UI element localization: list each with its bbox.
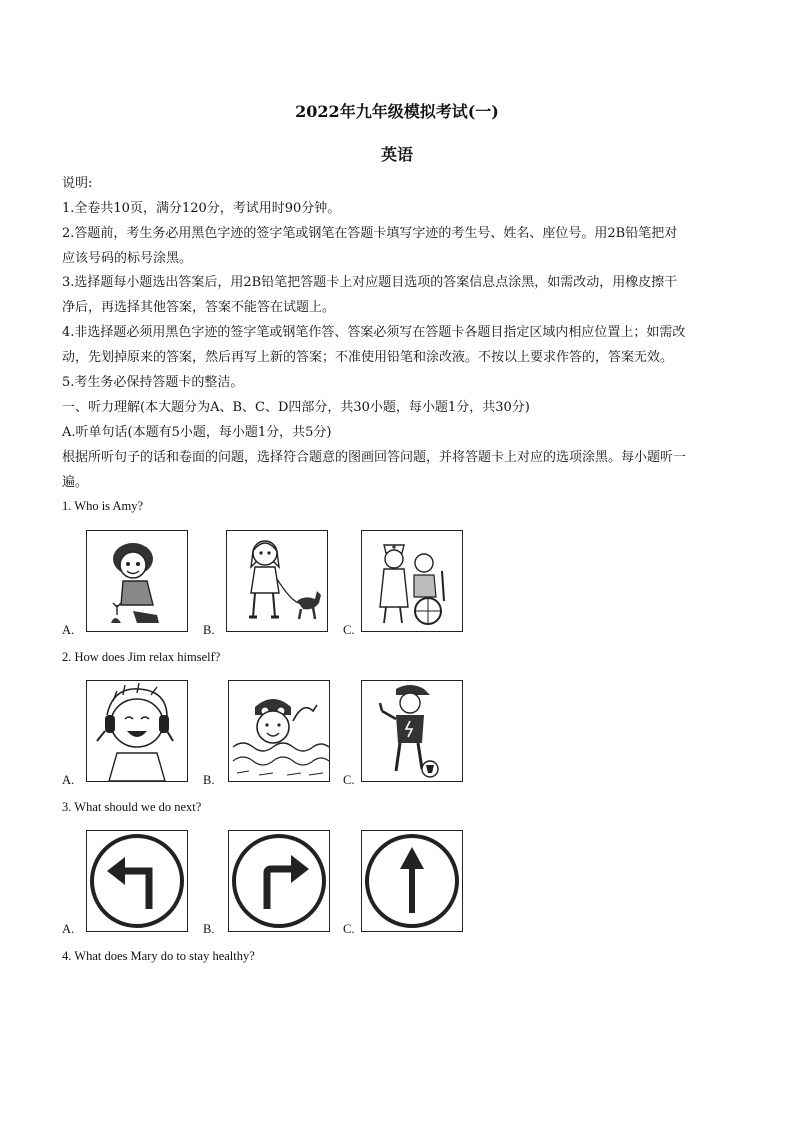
q2-option-c-image[interactable] <box>361 680 463 782</box>
q3-option-a-label[interactable]: A. <box>62 922 75 936</box>
q1-option-c-label[interactable]: C. <box>343 623 355 637</box>
instruction-3: 3.选择题每小题选出答案后，用2B铅笔把答题卡上对应题目选项的答案信息点涂黑，如需改动，用橡皮擦干 <box>62 275 678 290</box>
instruction-1: 1.全卷共10页，满分120分，考试用时90分钟。 <box>62 201 341 216</box>
question-4: 4. What does Mary do to stay healthy? <box>62 949 255 963</box>
instruction-5: 5.考生务必保持答题卡的整洁。 <box>62 375 244 390</box>
q3-option-c-label[interactable]: C. <box>343 922 355 936</box>
turn-right-sign-icon <box>229 831 329 931</box>
part-a-description-cont: 遍。 <box>62 475 89 490</box>
q1-option-a-image[interactable] <box>86 530 188 632</box>
question-2: 2. How does Jim relax himself? <box>62 650 221 664</box>
instruction-2-cont: 应该号码的标号涂黑。 <box>62 251 193 266</box>
q1-option-b-image[interactable] <box>226 530 328 632</box>
boy-swimming-illustration <box>229 681 329 781</box>
q2-option-b-label[interactable]: B. <box>203 773 215 787</box>
boy-playing-football-illustration <box>362 681 462 781</box>
instruction-4: 4.非选择题必须用黑色字迹的签字笔或钢笔作答、答案必须写在答题卡各题目指定区域内相应位置上；如需改 <box>62 325 686 340</box>
q1-option-b-label[interactable]: B. <box>203 623 215 637</box>
q2-option-a-label[interactable]: A. <box>62 773 75 787</box>
part-a-title: A.听单句话(本题有5小题，每小题1分，共5分) <box>62 425 332 440</box>
q3-option-b-label[interactable]: B. <box>203 922 215 936</box>
q1-option-c-image[interactable] <box>361 530 463 632</box>
q2-option-c-label[interactable]: C. <box>343 773 355 787</box>
q3-option-b-image[interactable] <box>228 830 330 932</box>
nurse-with-wheelchair-illustration <box>362 531 462 631</box>
q2-option-b-image[interactable] <box>228 680 330 782</box>
q2-option-a-image[interactable] <box>86 680 188 782</box>
q3-option-a-image[interactable] <box>86 830 188 932</box>
exam-title: 2022年九年级模拟考试(一) <box>295 102 499 121</box>
go-straight-sign-icon <box>362 831 462 931</box>
part-a-description: 根据所听句子的话和卷面的问题，选择符合题意的图画回答问题，并将答题卡上对应的选项涂黑。每小题听一 <box>62 450 687 465</box>
boy-listening-music-illustration <box>87 681 187 781</box>
q3-option-c-image[interactable] <box>361 830 463 932</box>
instructions-heading: 说明: <box>62 176 93 191</box>
instruction-2: 2.答题前，考生务必用黑色字迹的签字笔或钢笔在答题卡填写字迹的考生号、姓名、座位号。用2B铅笔把对 <box>62 226 678 241</box>
section-title: 一、听力理解(本大题分为A、B、C、D四部分，共30小题，每小题1分，共30分) <box>62 400 530 415</box>
q1-option-a-label[interactable]: A. <box>62 623 75 637</box>
exam-subject: 英语 <box>380 145 413 164</box>
question-1: 1. Who is Amy? <box>62 499 144 513</box>
girl-planting-illustration <box>87 531 187 631</box>
instruction-4-cont: 动，先划掉原来的答案，然后再写上新的答案；不准使用铅笔和涂改液。不按以上要求作答的，答案无效。 <box>62 350 674 365</box>
turn-left-sign-icon <box>87 831 187 931</box>
instruction-3-cont: 净后，再选择其他答案，答案不能答在试题上。 <box>62 300 336 315</box>
girl-walking-dog-illustration <box>227 531 327 631</box>
question-3: 3. What should we do next? <box>62 800 202 814</box>
